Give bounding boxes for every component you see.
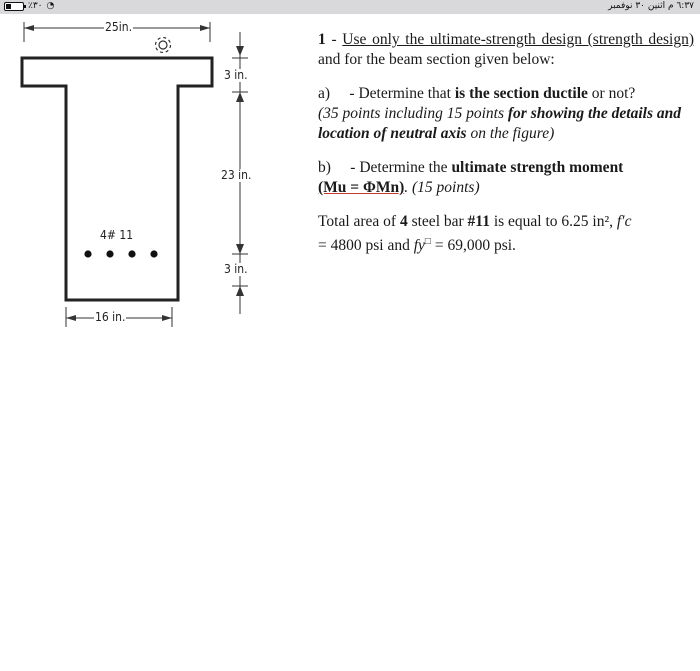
cover-depth-label: 3 in. [224,262,248,276]
given-text-5: = 69,000 psi. [430,237,516,255]
beam-section-figure [0,14,300,354]
part-a-note-1: (35 points including 15 points [318,105,508,122]
depth-arrow-2 [236,92,244,102]
part-a-bold: is the section ductile [454,85,588,102]
given-text-4: = 4800 psi and [318,237,414,255]
beam-drawing [0,14,300,354]
depth-arrow-1 [236,46,244,56]
status-time-date: ٦:٣٧ م اثنين ٣٠ نوفمبر [608,1,694,11]
part-a-note-2: details and location of neutral axis [318,105,681,142]
depth-arrow-4 [236,286,244,296]
battery-icon [4,2,24,11]
given-fc-symbol: f′c [616,213,632,230]
flange-width-label: 25in. [105,20,133,34]
rebar-dot [84,250,91,257]
part-b [318,158,694,198]
part-a-text-1: - Determine that [349,85,455,102]
part-b-text-1: - Determine the [350,159,452,176]
rebar-dot [106,250,113,257]
part-a-label: a) [318,85,331,102]
question-dash: - [331,31,337,48]
rebar-dot [128,250,135,257]
web-width-arrow-right [162,315,172,321]
given-data [318,212,694,256]
question-head-rest: and for the beam section given below: [318,51,555,68]
gear-icon[interactable] [152,34,174,56]
question-number: 1 [318,31,326,48]
given-text-2: steel bar [407,213,468,230]
status-left [4,1,54,11]
part-b-bold-2: (Mu = ΦMn) [318,179,405,196]
part-a [318,84,694,144]
battery-percentage: ٪٣٠ [28,1,43,11]
web-width-arrow-left [66,315,76,321]
question-underlined: Use only the ultimate-strength design (strength design) [342,31,695,48]
t-section-outline [22,58,212,300]
part-b-label: b) [318,159,331,176]
part-b-bold-1: ultimate strength moment [451,159,624,176]
depth-arrow-3 [236,244,244,254]
status-bar [0,0,700,14]
placeholder-box-icon: □ [424,236,431,247]
given-bar-size: #11 [467,213,490,230]
given-bar-count: 4 [399,213,408,230]
flange-width-arrow-left [24,25,34,31]
flange-width-arrow-right [200,25,210,31]
flange-depth-label: 3 in. [224,68,248,82]
middle-depth-label: 23 in. [221,168,252,182]
part-a-note-3: on the figure) [466,125,555,142]
given-text-1: Total area of [318,213,400,230]
rebar-label: 4# 11 [100,228,134,242]
part-b-note: . (15 points) [404,179,480,196]
web-width-label: 16 in. [95,310,126,324]
question-heading [318,30,694,70]
rebar-dot [150,250,157,257]
part-a-text-2: or not? [587,85,636,102]
question-text [318,30,694,270]
given-fy-symbol: fy [413,237,425,255]
given-text-3: is equal to 6.25 in², [489,213,617,230]
part-a-note-bold: for showing the [507,105,608,122]
wifi-icon: ◔ [46,1,55,11]
